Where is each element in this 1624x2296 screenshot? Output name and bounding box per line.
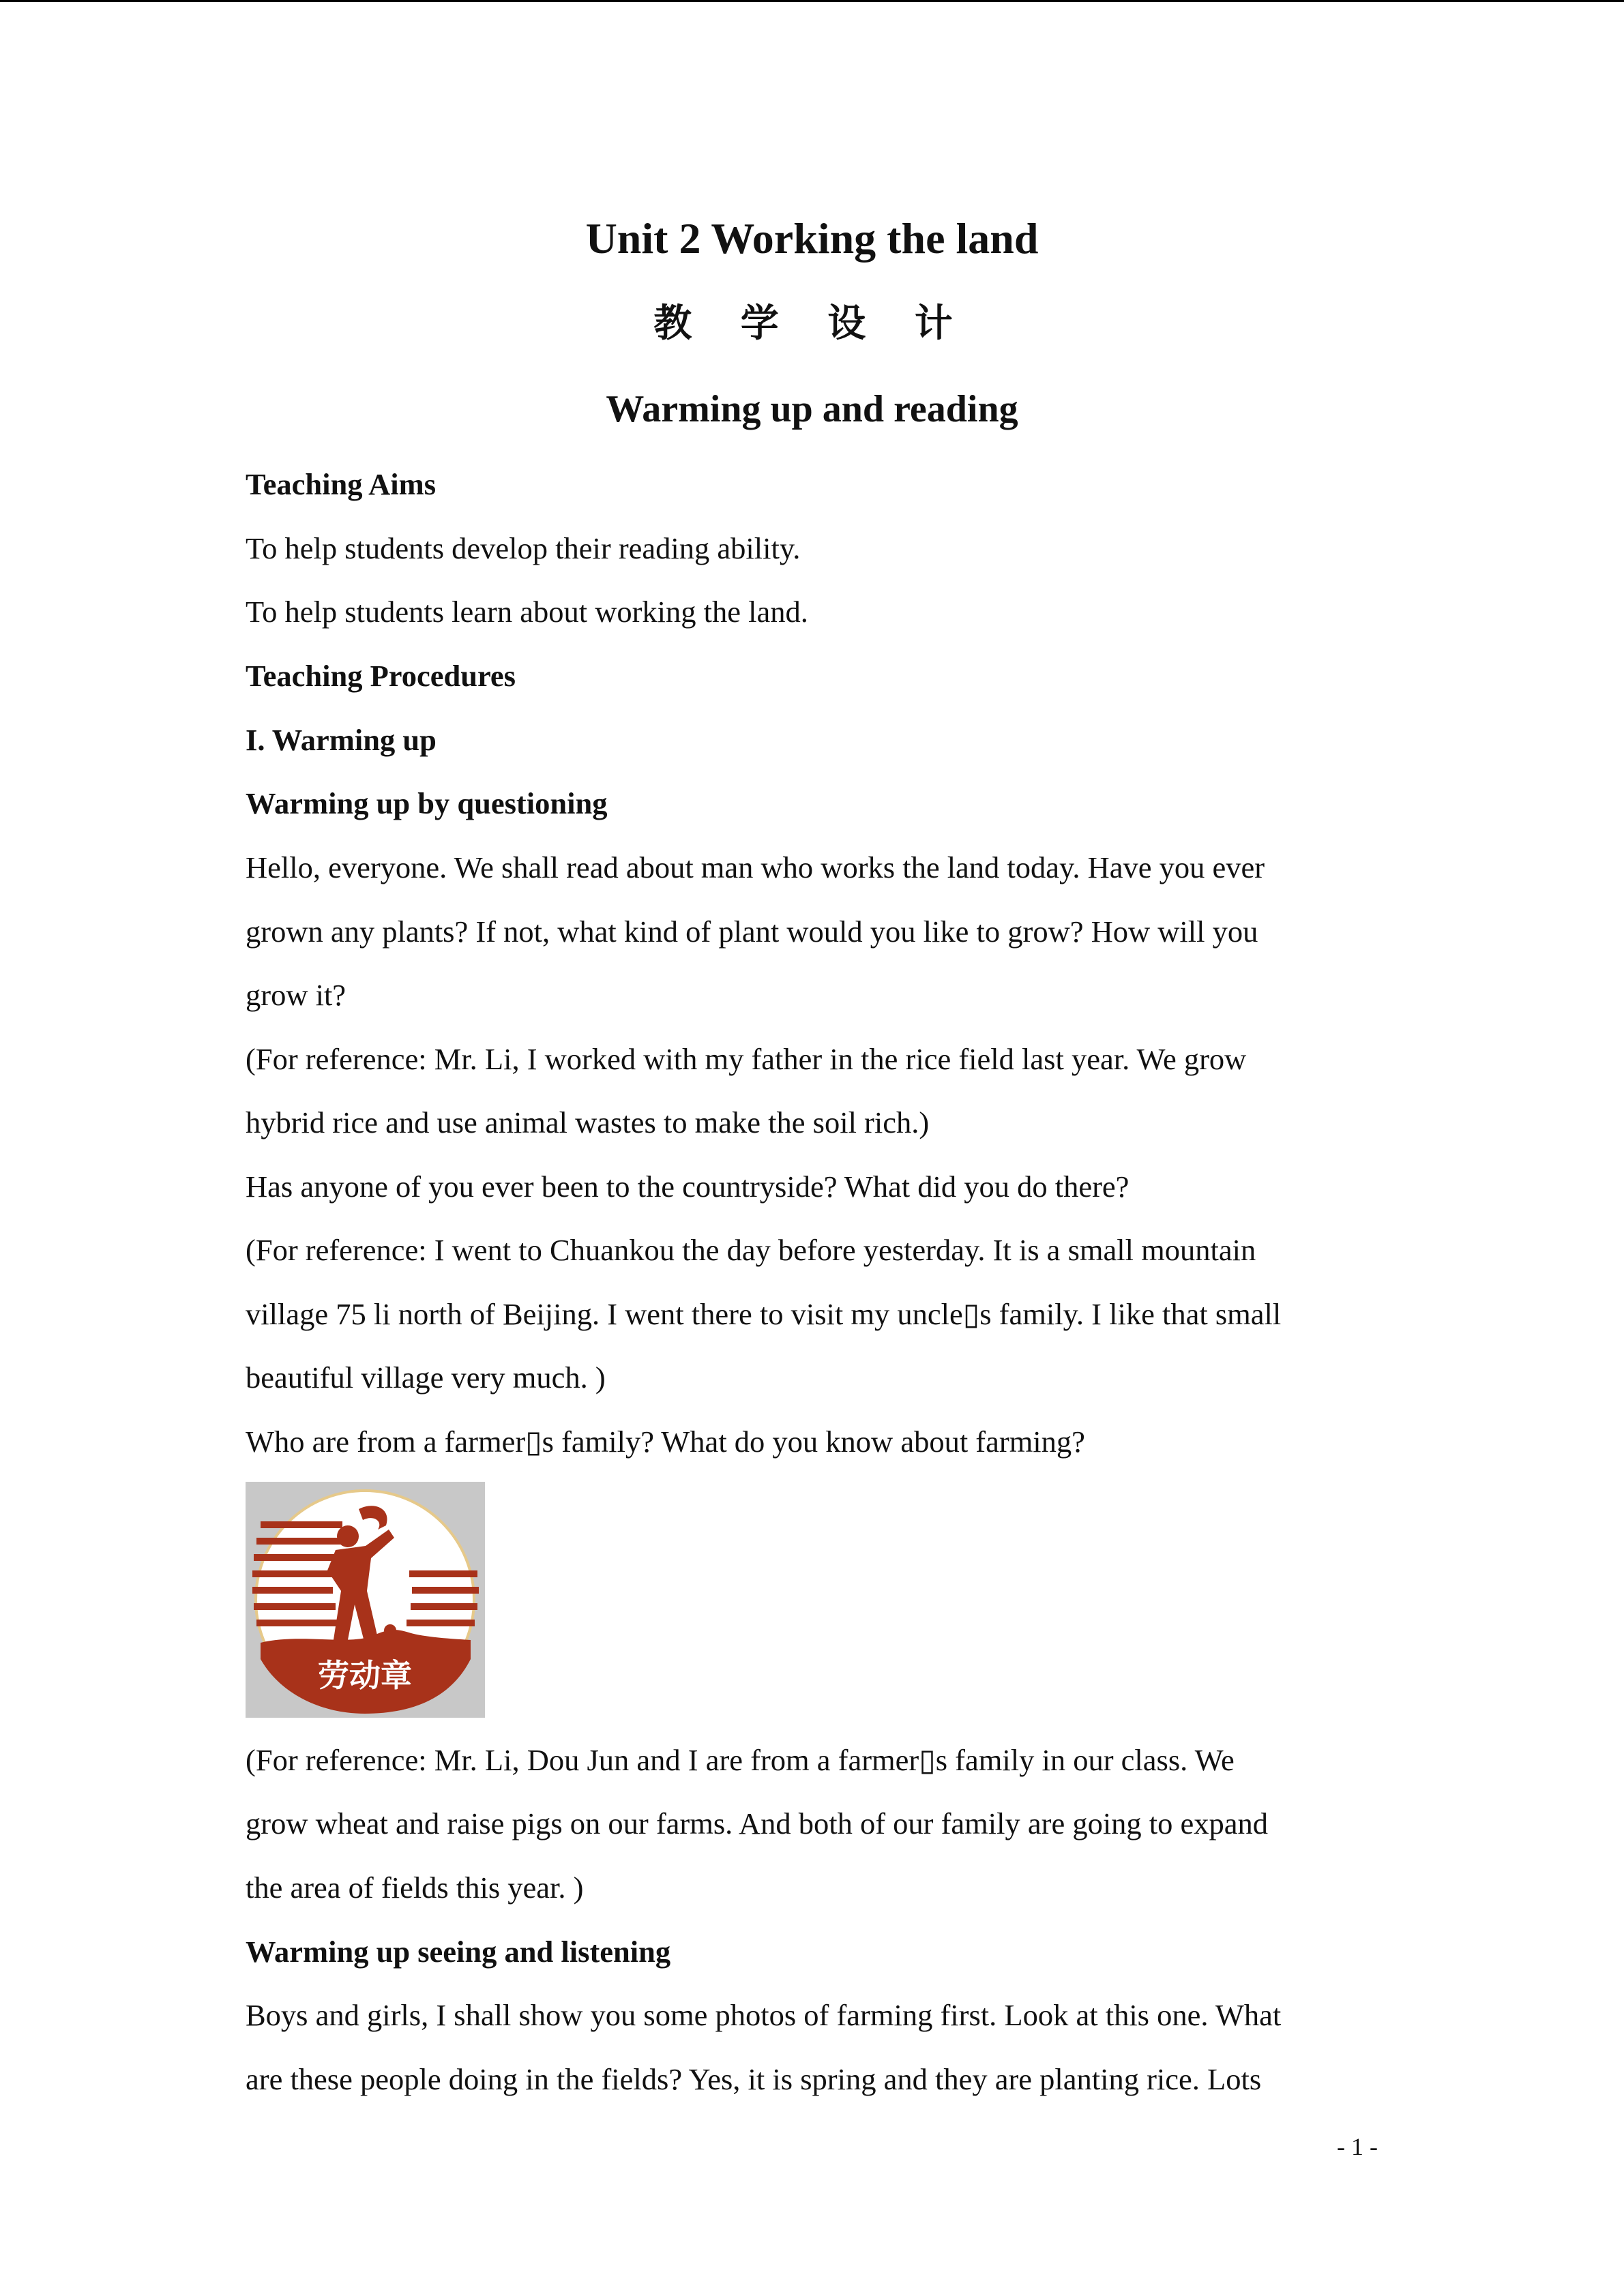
paragraph-line: Has anyone of you ever been to the countryside? What did you do there? xyxy=(246,1169,1130,1204)
paragraph-line: grow it? xyxy=(246,978,346,1012)
paragraph-line: (For reference: Mr. Li, I worked with my father in the rice field last year. We grow xyxy=(246,1042,1247,1076)
heading-teaching-aims: Teaching Aims xyxy=(246,467,437,501)
heading-questioning: Warming up by questioning xyxy=(246,786,608,820)
top-border xyxy=(0,0,1624,2)
paragraph-line: (For reference: Mr. Li, Dou Jun and I are from a farmer▯s family in our class. We xyxy=(246,1743,1235,1777)
section-heading: Warming up and reading xyxy=(606,388,1018,430)
paragraph-line: village 75 li north of Beijing. I went there to visit my uncle▯s family. I like that small xyxy=(246,1297,1282,1331)
page-number: - 1 - xyxy=(1337,2133,1378,2160)
paragraph-line: (For reference: I went to Chuankou the day before yesterday. It is a small mountain xyxy=(246,1233,1256,1267)
heading-seeing-listening: Warming up seeing and listening xyxy=(246,1935,671,1969)
paragraph-line: hybrid rice and use animal wastes to make the soil rich.) xyxy=(246,1105,930,1139)
paragraph-line: are these people doing in the fields? Yes, it is spring and they are planting rice. Lots xyxy=(246,2062,1262,2096)
paragraph-line: To help students learn about working the land. xyxy=(246,595,808,629)
paragraph-line: To help students develop their reading ability. xyxy=(246,531,801,565)
page-title: Unit 2 Working the land xyxy=(585,214,1039,263)
labor-medal-image xyxy=(246,1482,485,1718)
paragraph-line: grown any plants? If not, what kind of plant would you like to grow? How will you xyxy=(246,914,1258,949)
paragraph-line: beautiful village very much. ) xyxy=(246,1360,606,1395)
paragraph-line: Boys and girls, I shall show you some photos of farming first. Look at this one. What xyxy=(246,1998,1282,2032)
page-subtitle: 教 学 设 计 xyxy=(653,301,971,346)
paragraph-line: the area of fields this year. ) xyxy=(246,1870,584,1905)
medal-bird xyxy=(384,1624,396,1637)
heading-warming-up: I. Warming up xyxy=(246,723,437,757)
paragraph-line: Hello, everyone. We shall read about man who works the land today. Have you ever xyxy=(246,850,1265,884)
badge-caption: 劳动章 xyxy=(318,1657,412,1694)
paragraph-line: Who are from a farmer▯s family? What do you know about farming? xyxy=(246,1425,1085,1459)
heading-teaching-procedures: Teaching Procedures xyxy=(246,659,516,693)
paragraph-line: grow wheat and raise pigs on our farms. And both of our family are going to expand xyxy=(246,1806,1269,1840)
